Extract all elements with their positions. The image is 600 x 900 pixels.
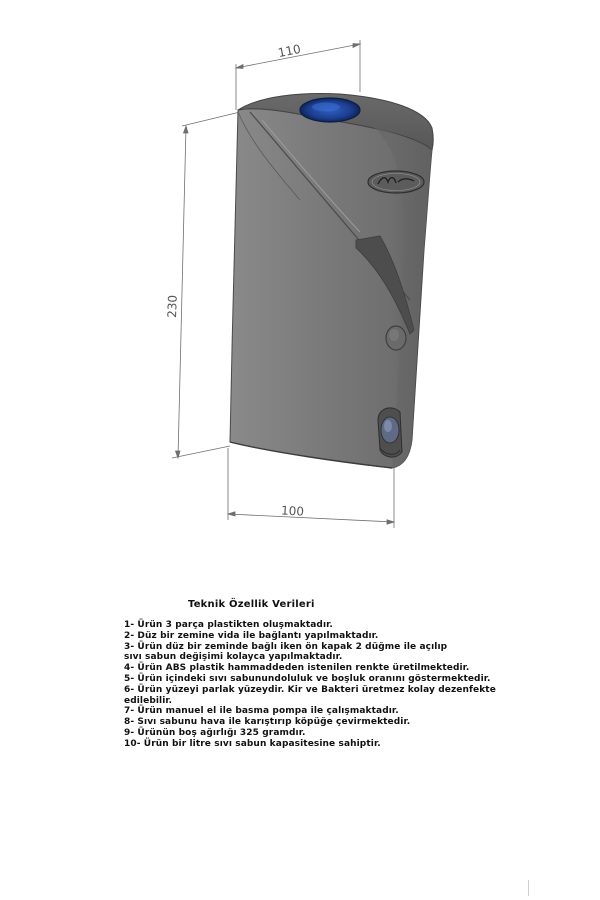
soap-dispenser — [230, 94, 433, 468]
spec-item: 7- Ürün manuel el ile basma pompa ile çalışmaktadır. — [124, 706, 399, 717]
spec-item: 5- Ürün içindeki sıvı sabunundoluluk ve boşluk oranını göstermektedir. — [124, 673, 491, 684]
spec-item: 6- Ürün yüzeyi parlak yüzeydir. Kir ve Bakteri üretmez kolay dezenfekte — [124, 684, 496, 695]
spec-item: edilebilir. — [124, 695, 173, 706]
spec-item: 10- Ürün bir litre sıvı sabun kapasitesine sahiptir. — [124, 738, 381, 749]
spec-item: 9- Ürünün boş ağırlığı 325 gramdır. — [124, 727, 306, 738]
dimension-width-label: 100 — [280, 503, 305, 519]
dimension-height — [172, 112, 240, 458]
page-edge-mark — [528, 880, 529, 896]
spec-item: sıvı sabun değişimi kolayca yapılmaktadır. — [124, 652, 343, 663]
brand-logo — [368, 171, 424, 193]
spec-list — [124, 620, 564, 750]
spec-item: 1- Ürün 3 parça plastikten oluşmaktadır. — [124, 620, 333, 630]
spec-item: 4- Ürün ABS plastik hammaddeden istenilen renkte üretilmektedir. — [124, 663, 470, 674]
spec-title: Teknik Özellik Verileri — [188, 599, 315, 610]
pump-nozzle — [378, 408, 402, 457]
spec-item: 2- Düz bir zemine vida ile bağlantı yapılmaktadır. — [124, 630, 379, 641]
spec-item: 3- Ürün düz bir zeminde bağlı iken ön kapak 2 düğme ile açılıp — [124, 641, 448, 652]
dimension-height-label: 230 — [165, 294, 180, 319]
dimension-depth-label: 110 — [276, 41, 302, 61]
spec-item: 8- Sıvı sabunu hava ile karıştırıp köpüğe çevirmektedir. — [124, 717, 411, 728]
